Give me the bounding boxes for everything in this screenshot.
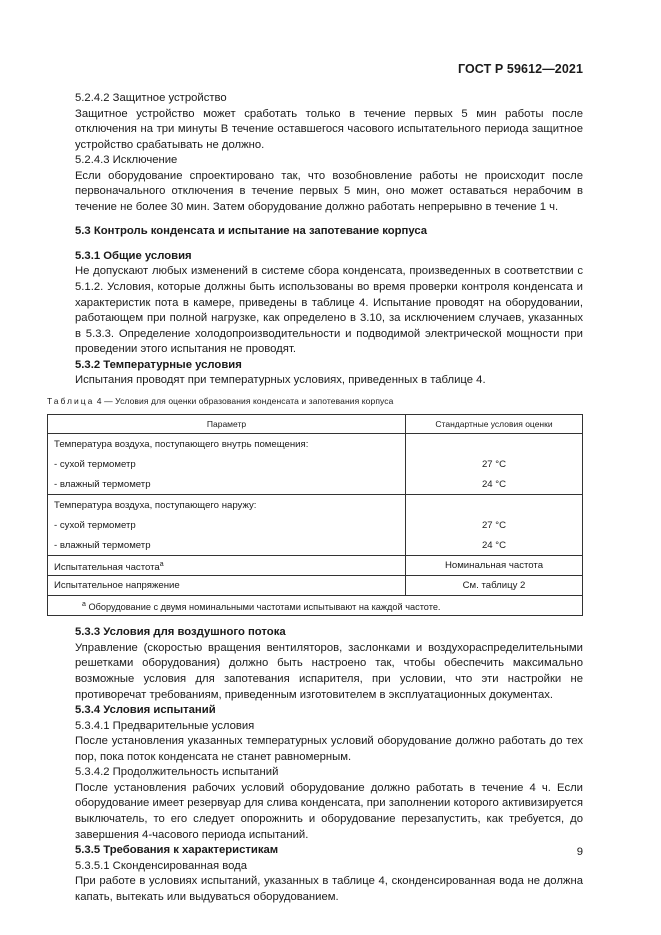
clause-heading: 5.2.4.2 Защитное устройство xyxy=(75,92,227,104)
table-row: Температура воздуха, поступающего наружу: xyxy=(48,495,583,516)
table-row: - влажный термометр 24 °С xyxy=(48,535,583,556)
clause-heading: 5.3.4.2 Продолжительность испытаний xyxy=(75,766,279,779)
paragraph: Защитное устройство может сработать только в течение первых 5 мин работы после отключения на три минуты В течение оставшегося часового испытательного периода защитное устройство срабатывать не должно. xyxy=(75,107,583,151)
table-row: - сухой термометр 27 °С xyxy=(48,454,583,474)
table-row: - влажный термометр 24 °С xyxy=(48,474,583,495)
clause-heading: 5.2.4.3 Исключение xyxy=(75,154,178,167)
clause-heading: 5.3.5.1 Сконденсированная вода xyxy=(75,859,248,872)
subsection-heading: 5.3.2 Температурные условия xyxy=(75,358,242,371)
subsection-heading: 5.3.1 Общие условия xyxy=(75,249,192,262)
column-header: Стандартные условия оценки xyxy=(406,415,583,434)
paragraph: При работе в условиях испытаний, указанных в таблице 4, сконденсированная вода не должна капать, вытекать или выдуваться оборудованием. xyxy=(75,875,583,903)
table-caption: Таблица 4 — Условия для оценки образования конденсата и запотевания корпуса xyxy=(47,395,394,406)
paragraph: Управление (скоростью вращения вентиляторов, заслонками и воздухораспределительными решетками оборудования) должно быть настроено так, чтобы обеспечить максимально возможные условия для запотевания испарителя, при условии, что эти настройки не противоречат требованиям, приведенным изготовителем в эксплуатационных документах. xyxy=(75,641,583,701)
table-header-row xyxy=(48,415,583,434)
page-number: 9 xyxy=(576,846,583,858)
section-heading: 5.3 Контроль конденсата и испытание на запотевание корпуса xyxy=(75,225,428,238)
paragraph: Испытания проводят при температурных условиях, приведенных в таблице 4. xyxy=(75,374,486,387)
conditions-table xyxy=(47,414,583,616)
clause-heading: 5.3.4.1 Предварительные условия xyxy=(75,719,255,732)
paragraph: Если оборудование спроектировано так, что возобновление работы не происходит после первоначального отключения в течение первых 5 мин, оно может оставаться нерабочим в течение не более 30 мин. Затем оборудование должно работать непрерывно в течение 1 ч. xyxy=(75,169,583,213)
table-row: Испытательная частота$^a$ Номинальная частота xyxy=(48,556,583,576)
paragraph: После установления указанных температурных условий оборудование должно работать до тех пор, пока поток конденсата не станет равномерным. xyxy=(75,735,583,763)
subsection-heading: 5.3.3 Условия для воздушного потока xyxy=(75,626,286,639)
paragraph: После установления рабочих условий оборудование должно работать в течение 4 ч. Если оборудование имеет резервуар для слива конденсата, при заполнении которого активизируется выключатель, то его следует опорожнить и оборудование перезапустить, как требуется, до завершения 4-часового периода испытаний. xyxy=(75,781,583,841)
subsection-heading: 5.3.5 Требования к характеристикам xyxy=(75,844,279,857)
paragraph: Не допускают любых изменений в системе сбора конденсата, произведенных в соответствии с 5.1.2. Условия, которые должны быть использованы во время проверки контроля конденсата и характеристик пота в камере, приведены в таблице 4. Испытание проводят на оборудовании, работающем при полной нагрузке, как определено в 3.10, за исключением случаев, указанных в 5.3.3. Определение холодопроизводительности и подводимой электрической мощности при проведении этого испытания не проводят. xyxy=(75,265,583,356)
table-row: Испытательное напряжение См. таблицу 2 xyxy=(48,576,583,596)
subsection-heading: 5.3.4 Условия испытаний xyxy=(75,704,216,717)
standard-code: ГОСТ Р 59612—2021 xyxy=(457,62,583,76)
table-row: - сухой термометр 27 °С xyxy=(48,515,583,535)
body-text xyxy=(47,91,583,905)
table-footnote: $^a$ Оборудование с двумя номинальными частотами испытывают на каждой частоте. xyxy=(48,596,583,616)
table-row: Температура воздуха, поступающего внутрь помещения: xyxy=(48,434,583,455)
column-header: Параметр xyxy=(48,415,406,434)
